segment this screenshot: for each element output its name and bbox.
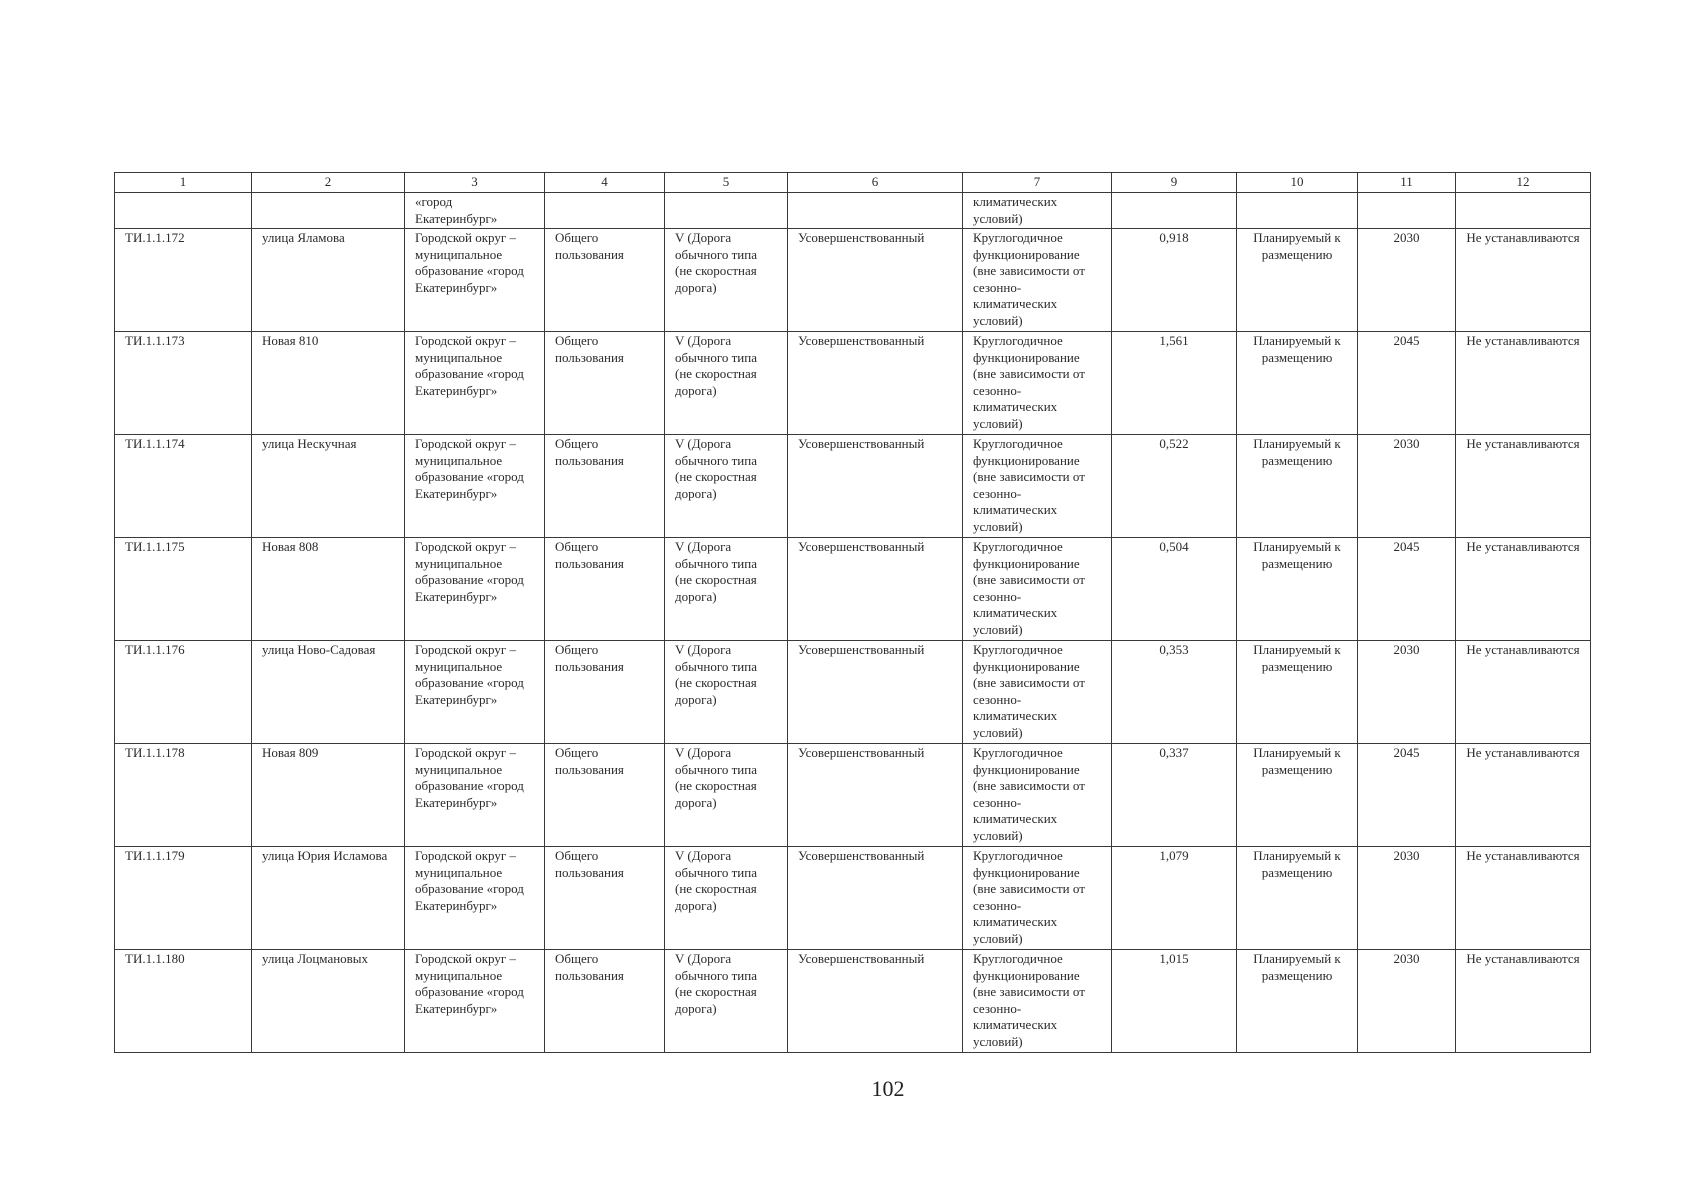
table-cell: Планируемый к размещению: [1237, 744, 1358, 847]
table-cell: Планируемый к размещению: [1237, 641, 1358, 744]
table-cell: Не устанавливаются: [1456, 229, 1591, 332]
table-cell: ТИ.1.1.173: [115, 332, 252, 435]
table-cell: ТИ.1.1.179: [115, 847, 252, 950]
table-cell: ТИ.1.1.176: [115, 641, 252, 744]
table-cell: 1,015: [1112, 950, 1237, 1053]
table-cell: 1,561: [1112, 332, 1237, 435]
page-number: 102: [871, 1076, 905, 1101]
table-cell: Не устанавливаются: [1456, 847, 1591, 950]
table-cell: [1112, 193, 1237, 229]
table-cell: V (Дорога обычного типа (не скоростная дорога): [665, 332, 788, 435]
table-cell: V (Дорога обычного типа (не скоростная дорога): [665, 950, 788, 1053]
table-cell: Планируемый к размещению: [1237, 229, 1358, 332]
table-cell: V (Дорога обычного типа (не скоростная дорога): [665, 229, 788, 332]
table-row: [115, 744, 1591, 847]
table-cell: V (Дорога обычного типа (не скоростная дорога): [665, 435, 788, 538]
table-cell: Не устанавливаются: [1456, 641, 1591, 744]
table-cell: [252, 193, 405, 229]
table-cell: Планируемый к размещению: [1237, 332, 1358, 435]
table-cell: Новая 809: [252, 744, 405, 847]
infrastructure-table: [114, 172, 1591, 1053]
table-cell: Круглогодичное функционирование (вне зависимости от сезонно-климатических условий): [963, 332, 1112, 435]
header-cell: 6: [788, 173, 963, 193]
table-cell: [545, 193, 665, 229]
table-cell: Городской округ – муниципальное образование «город Екатеринбург»: [405, 435, 545, 538]
table-cell: Усовершенствованный: [788, 950, 963, 1053]
table-cell: «город Екатеринбург»: [405, 193, 545, 229]
table-cell: Общего пользования: [545, 847, 665, 950]
table-cell: Городской округ – муниципальное образование «город Екатеринбург»: [405, 332, 545, 435]
table-cell: [1358, 193, 1456, 229]
table-cell: 0,337: [1112, 744, 1237, 847]
header-cell: 7: [963, 173, 1112, 193]
table-cell: ТИ.1.1.174: [115, 435, 252, 538]
table-cell: ТИ.1.1.175: [115, 538, 252, 641]
table-cell: Городской округ – муниципальное образование «город Екатеринбург»: [405, 950, 545, 1053]
table-header-row: [115, 173, 1591, 193]
table-cell: Не устанавливаются: [1456, 538, 1591, 641]
table-cell: Городской округ – муниципальное образование «город Екатеринбург»: [405, 744, 545, 847]
table-cell: Городской округ – муниципальное образование «город Екатеринбург»: [405, 641, 545, 744]
table-cell: 0,918: [1112, 229, 1237, 332]
table-cell: [788, 193, 963, 229]
table-cell: улица Юрия Исламова: [252, 847, 405, 950]
table-row: [115, 847, 1591, 950]
header-cell: 3: [405, 173, 545, 193]
table-cell: Усовершенствованный: [788, 847, 963, 950]
table-cell: Планируемый к размещению: [1237, 538, 1358, 641]
table-cell: Планируемый к размещению: [1237, 950, 1358, 1053]
table-cell: 2045: [1358, 744, 1456, 847]
table-cell: климатических условий): [963, 193, 1112, 229]
table-cell: Круглогодичное функционирование (вне зависимости от сезонно-климатических условий): [963, 538, 1112, 641]
table-cell: 2045: [1358, 538, 1456, 641]
header-cell: 11: [1358, 173, 1456, 193]
continuation-row: [115, 193, 1591, 229]
table-cell: ТИ.1.1.180: [115, 950, 252, 1053]
table-cell: Планируемый к размещению: [1237, 847, 1358, 950]
table-row: [115, 950, 1591, 1053]
table-cell: Общего пользования: [545, 435, 665, 538]
header-cell: 1: [115, 173, 252, 193]
header-cell: 9: [1112, 173, 1237, 193]
table-row: [115, 435, 1591, 538]
table-cell: [1456, 193, 1591, 229]
table-cell: Усовершенствованный: [788, 229, 963, 332]
table-cell: V (Дорога обычного типа (не скоростная дорога): [665, 744, 788, 847]
table-cell: 2030: [1358, 641, 1456, 744]
table-row: [115, 641, 1591, 744]
table-cell: V (Дорога обычного типа (не скоростная дорога): [665, 641, 788, 744]
table-cell: Не устанавливаются: [1456, 950, 1591, 1053]
table-cell: Круглогодичное функционирование (вне зависимости от сезонно-климатических условий): [963, 950, 1112, 1053]
table-cell: Общего пользования: [545, 229, 665, 332]
table-cell: улица Нескучная: [252, 435, 405, 538]
table-row: [115, 332, 1591, 435]
table-cell: Общего пользования: [545, 744, 665, 847]
table-cell: Общего пользования: [545, 538, 665, 641]
table-cell: ТИ.1.1.178: [115, 744, 252, 847]
table-row: [115, 538, 1591, 641]
table-cell: Круглогодичное функционирование (вне зависимости от сезонно-климатических условий): [963, 435, 1112, 538]
table-cell: Не устанавливаются: [1456, 332, 1591, 435]
table-cell: улица Яламова: [252, 229, 405, 332]
header-cell: 4: [545, 173, 665, 193]
header-cell: 12: [1456, 173, 1591, 193]
table-cell: Круглогодичное функционирование (вне зависимости от сезонно-климатических условий): [963, 847, 1112, 950]
table-cell: Планируемый к размещению: [1237, 435, 1358, 538]
table-cell: 0,353: [1112, 641, 1237, 744]
table-cell: Усовершенствованный: [788, 744, 963, 847]
table-cell: Усовершенствованный: [788, 538, 963, 641]
table-cell: 2045: [1358, 332, 1456, 435]
table-cell: 0,504: [1112, 538, 1237, 641]
table-cell: 2030: [1358, 229, 1456, 332]
table-cell: улица Лоцмановых: [252, 950, 405, 1053]
table-cell: Общего пользования: [545, 641, 665, 744]
table-cell: 2030: [1358, 435, 1456, 538]
header-cell: 5: [665, 173, 788, 193]
table-cell: Круглогодичное функционирование (вне зависимости от сезонно-климатических условий): [963, 229, 1112, 332]
table-cell: улица Ново-Садовая: [252, 641, 405, 744]
table-cell: Городской округ – муниципальное образование «город Екатеринбург»: [405, 538, 545, 641]
table-cell: Общего пользования: [545, 332, 665, 435]
table-cell: Круглогодичное функционирование (вне зависимости от сезонно-климатических условий): [963, 641, 1112, 744]
header-cell: 10: [1237, 173, 1358, 193]
header-cell: 2: [252, 173, 405, 193]
table-cell: Не устанавливаются: [1456, 435, 1591, 538]
table-cell: ТИ.1.1.172: [115, 229, 252, 332]
table-cell: Городской округ – муниципальное образование «город Екатеринбург»: [405, 229, 545, 332]
table-cell: 1,079: [1112, 847, 1237, 950]
table-cell: [115, 193, 252, 229]
table-cell: 0,522: [1112, 435, 1237, 538]
table-cell: Усовершенствованный: [788, 332, 963, 435]
table-cell: [1237, 193, 1358, 229]
table-cell: V (Дорога обычного типа (не скоростная дорога): [665, 847, 788, 950]
table-cell: 2030: [1358, 950, 1456, 1053]
table-cell: Общего пользования: [545, 950, 665, 1053]
table-cell: Новая 808: [252, 538, 405, 641]
table-cell: Круглогодичное функционирование (вне зависимости от сезонно-климатических условий): [963, 744, 1112, 847]
table-cell: Усовершенствованный: [788, 435, 963, 538]
table-cell: 2030: [1358, 847, 1456, 950]
table-cell: Городской округ – муниципальное образование «город Екатеринбург»: [405, 847, 545, 950]
table-cell: V (Дорога обычного типа (не скоростная дорога): [665, 538, 788, 641]
table-cell: [665, 193, 788, 229]
table-row: [115, 229, 1591, 332]
table-cell: Усовершенствованный: [788, 641, 963, 744]
table-cell: Новая 810: [252, 332, 405, 435]
table-cell: Не устанавливаются: [1456, 744, 1591, 847]
